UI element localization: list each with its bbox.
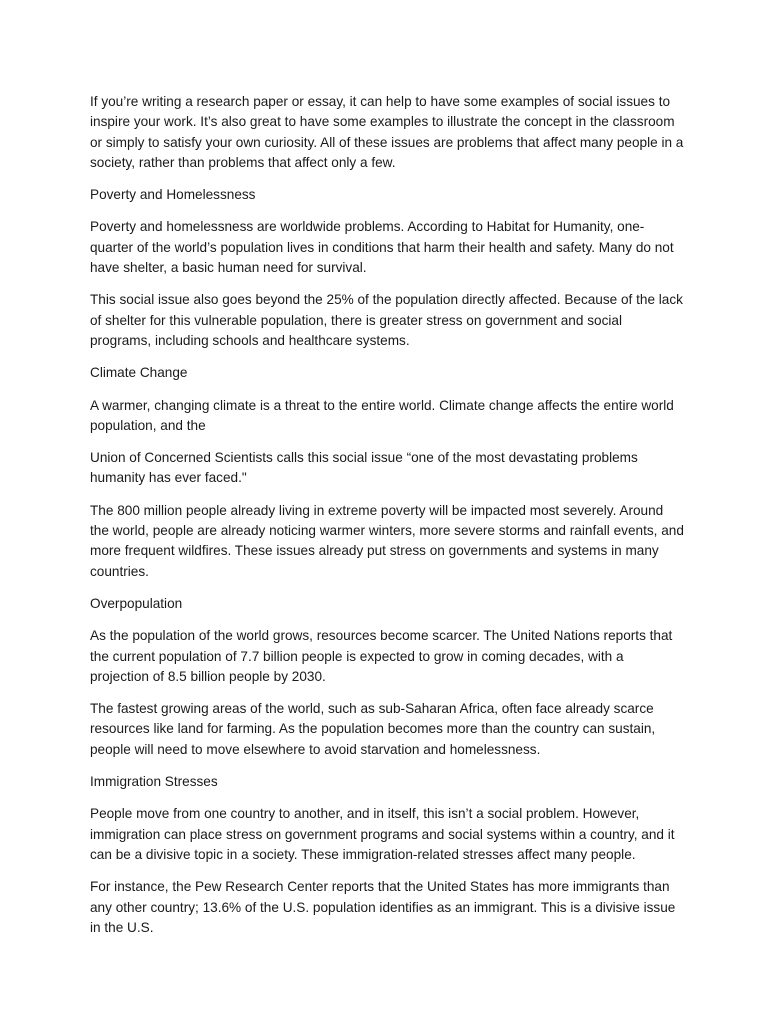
document-page	[90, 92, 684, 950]
intro-paragraph: If you’re writing a research paper or essay, it can help to have some examples of social issues to inspire your work. It’s also great to have some examples to illustrate the concept in the classroom or simply to satisfy your own curiosity. All of these issues are problems that affect many people in a society, rather than problems that affect only a few.	[90, 94, 684, 170]
section-heading-overpopulation: Overpopulation	[90, 595, 183, 611]
poverty-paragraph-1: Poverty and homelessness are worldwide problems. According to Habitat for Humanity, one-quarter of the world’s population lives in conditions that harm their health and safety. Many do not have shelter, a basic human need for survival.	[90, 219, 674, 276]
immigration-paragraph-1: People move from one country to another, and in itself, this isn’t a social problem. However, immigration can place stress on government programs and social systems within a country, and it can be a divisive topic in a society. These immigration-related stresses affect many people.	[90, 806, 675, 862]
section-heading-climate: Climate Change	[90, 365, 188, 381]
section-heading-immigration: Immigration Stresses	[90, 774, 218, 790]
climate-paragraph-3: The 800 million people already living in extreme poverty will be impacted most severely. Around the world, people are already noticing warmer winters, more severe storms and rainfall events, and more frequent wildfires. These issues already put stress on governments and systems in many countries.	[90, 502, 684, 579]
overpopulation-paragraph-1: As the population of the world grows, resources become scarcer. The United Nations reports that the current population of 7.7 billion people is expected to grow in coming decades, with a projection of 8.5 billion people by 2030.	[90, 628, 673, 684]
climate-paragraph-1: A warmer, changing climate is a threat to the entire world. Climate change affects the entire world population, and the	[90, 397, 674, 433]
section-heading-poverty: Poverty and Homelessness	[90, 187, 256, 203]
overpopulation-paragraph-2: The fastest growing areas of the world, such as sub-Saharan Africa, often face already scarce resources like land for farming. As the population becomes more than the country can sustain, people will need to move elsewhere to avoid starvation and homelessness.	[90, 701, 656, 757]
immigration-paragraph-2: For instance, the Pew Research Center reports that the United States has more immigrants than any other country; 13.6% of the U.S. population identifies as an immigrant. This is a divisive issue in the U.S.	[90, 879, 676, 935]
poverty-paragraph-2: This social issue also goes beyond the 25% of the population directly affected. Because of the lack of shelter for this vulnerable population, there is greater stress on government and social programs, including schools and healthcare systems.	[90, 292, 683, 348]
climate-paragraph-2: Union of Concerned Scientists calls this social issue “one of the most devastating problems humanity has ever faced."	[90, 450, 638, 486]
